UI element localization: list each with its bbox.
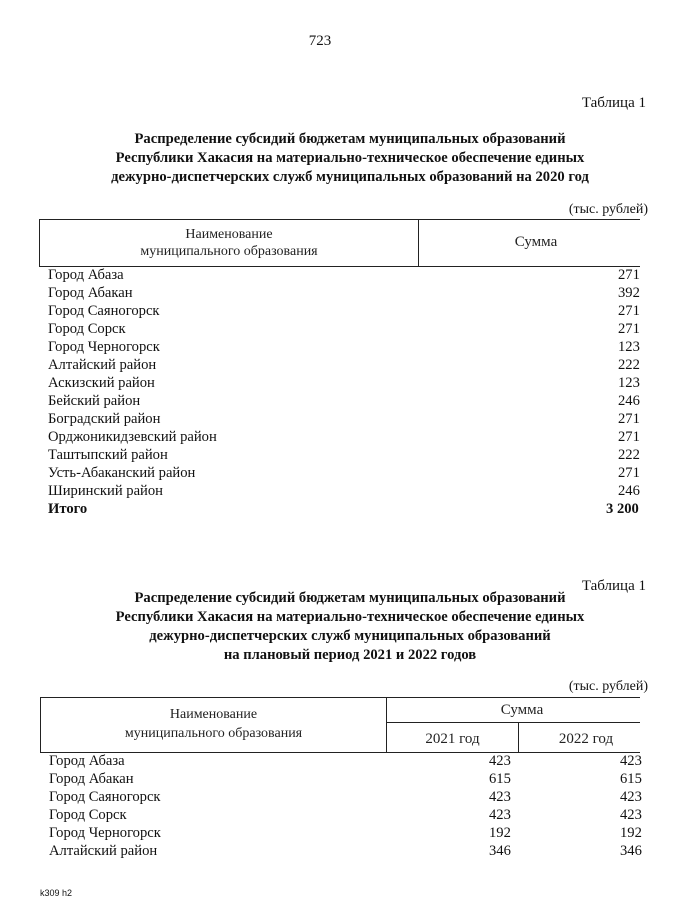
title-line: Распределение субсидий бюджетам муниципальных образований [134, 131, 566, 147]
divider [40, 697, 640, 698]
row-name: Боградский район [48, 411, 161, 427]
header-text: Наименование [169, 707, 258, 722]
header-text: муниципального образования [140, 244, 318, 259]
row-value-2022: 192 [620, 825, 642, 841]
table-row [48, 356, 648, 374]
row-value: 222 [618, 357, 640, 373]
table-row [48, 428, 648, 446]
row-value: 271 [618, 267, 640, 283]
table-row [48, 266, 648, 284]
header-text: муниципального образования [124, 726, 303, 741]
row-value: 392 [618, 285, 640, 301]
row-value: 271 [618, 429, 640, 445]
row-value-2022: 346 [620, 843, 642, 859]
column-header-name [41, 706, 386, 742]
column-header-name [40, 226, 418, 260]
total-value: 3 200 [606, 501, 639, 517]
table-row [49, 770, 649, 788]
row-value: 246 [618, 393, 640, 409]
column-header-2022: 2022 год [558, 731, 614, 747]
row-value-2021: 423 [489, 789, 511, 805]
row-value: 271 [618, 411, 640, 427]
column-header-sum: Сумма [500, 702, 544, 718]
row-name: Аскизский район [48, 375, 155, 391]
table-row [48, 410, 648, 428]
row-value-2021: 346 [489, 843, 511, 859]
row-name: Город Сорск [48, 321, 126, 337]
table-row [48, 284, 648, 302]
table-row [48, 320, 648, 338]
row-value-2022: 423 [620, 789, 642, 805]
divider [39, 219, 640, 220]
title-line: дежурно-диспетчерских служб муниципальных образований [149, 628, 551, 644]
total-row [48, 500, 648, 518]
row-value: 271 [618, 303, 640, 319]
page-number: 723 [308, 33, 332, 49]
total-label: Итого [48, 501, 88, 517]
row-value: 222 [618, 447, 640, 463]
row-name: Город Абаза [49, 753, 125, 769]
row-value: 123 [618, 339, 640, 355]
title-line: на плановый период 2021 и 2022 годов [223, 647, 477, 663]
column-header-2021: 2021 год [425, 731, 480, 747]
column-header-sum: Сумма [514, 234, 558, 250]
row-value-2022: 423 [620, 753, 642, 769]
footer-code: k309 h2 [40, 888, 73, 898]
row-name: Алтайский район [49, 843, 158, 859]
row-value: 123 [618, 375, 640, 391]
row-name: Город Абакан [49, 771, 134, 787]
table-1-title [0, 130, 700, 187]
table-2-units: (тыс. рублей) [568, 679, 648, 694]
table-row [48, 446, 648, 464]
table-1-label: Таблица 1 [581, 95, 646, 111]
row-value: 271 [618, 465, 640, 481]
table-1-units: (тыс. рублей) [568, 202, 648, 217]
table-row [48, 392, 648, 410]
table-row [48, 338, 648, 356]
table-2-label: Таблица 1 [581, 578, 646, 594]
row-value-2021: 423 [489, 807, 511, 823]
row-name: Город Саяногорск [49, 789, 161, 805]
title-line: дежурно-диспетчерских служб муниципальных образований на 2020 год [111, 169, 589, 185]
table-row [49, 806, 649, 824]
row-name: Город Черногорск [48, 339, 160, 355]
table-row [49, 788, 649, 806]
row-value-2022: 615 [620, 771, 642, 787]
row-name: Орджоникидзевский район [48, 429, 217, 445]
row-value-2021: 615 [489, 771, 511, 787]
row-name: Город Саяногорск [48, 303, 160, 319]
row-name: Город Абаза [48, 267, 124, 283]
table-2-title [0, 589, 700, 665]
table-row [48, 302, 648, 320]
table-2-body [49, 752, 649, 860]
row-value-2022: 423 [620, 807, 642, 823]
row-name: Город Сорск [49, 807, 127, 823]
table-row [48, 464, 648, 482]
table-row [49, 824, 649, 842]
row-name: Ширинский район [48, 483, 163, 499]
row-name: Бейский район [48, 393, 141, 409]
divider [386, 722, 640, 723]
row-value: 271 [618, 321, 640, 337]
row-name: Город Абакан [48, 285, 133, 301]
title-line: Распределение субсидий бюджетам муниципальных образований [134, 590, 566, 606]
row-name: Алтайский район [48, 357, 157, 373]
header-text: Наименование [185, 227, 273, 242]
table-row [48, 374, 648, 392]
table-1-body [48, 266, 648, 518]
row-value: 246 [618, 483, 640, 499]
row-name: Город Черногорск [49, 825, 161, 841]
row-value-2021: 423 [489, 753, 511, 769]
row-name: Усть-Абаканский район [48, 465, 196, 481]
title-line: Республики Хакасия на материально-техническое обеспечение единых [115, 150, 585, 166]
table-row [49, 752, 649, 770]
table-row [49, 842, 649, 860]
table-row [48, 482, 648, 500]
row-name: Таштыпский район [48, 447, 168, 463]
title-line: Республики Хакасия на материально-техническое обеспечение единых [115, 609, 585, 625]
row-value-2021: 192 [489, 825, 511, 841]
